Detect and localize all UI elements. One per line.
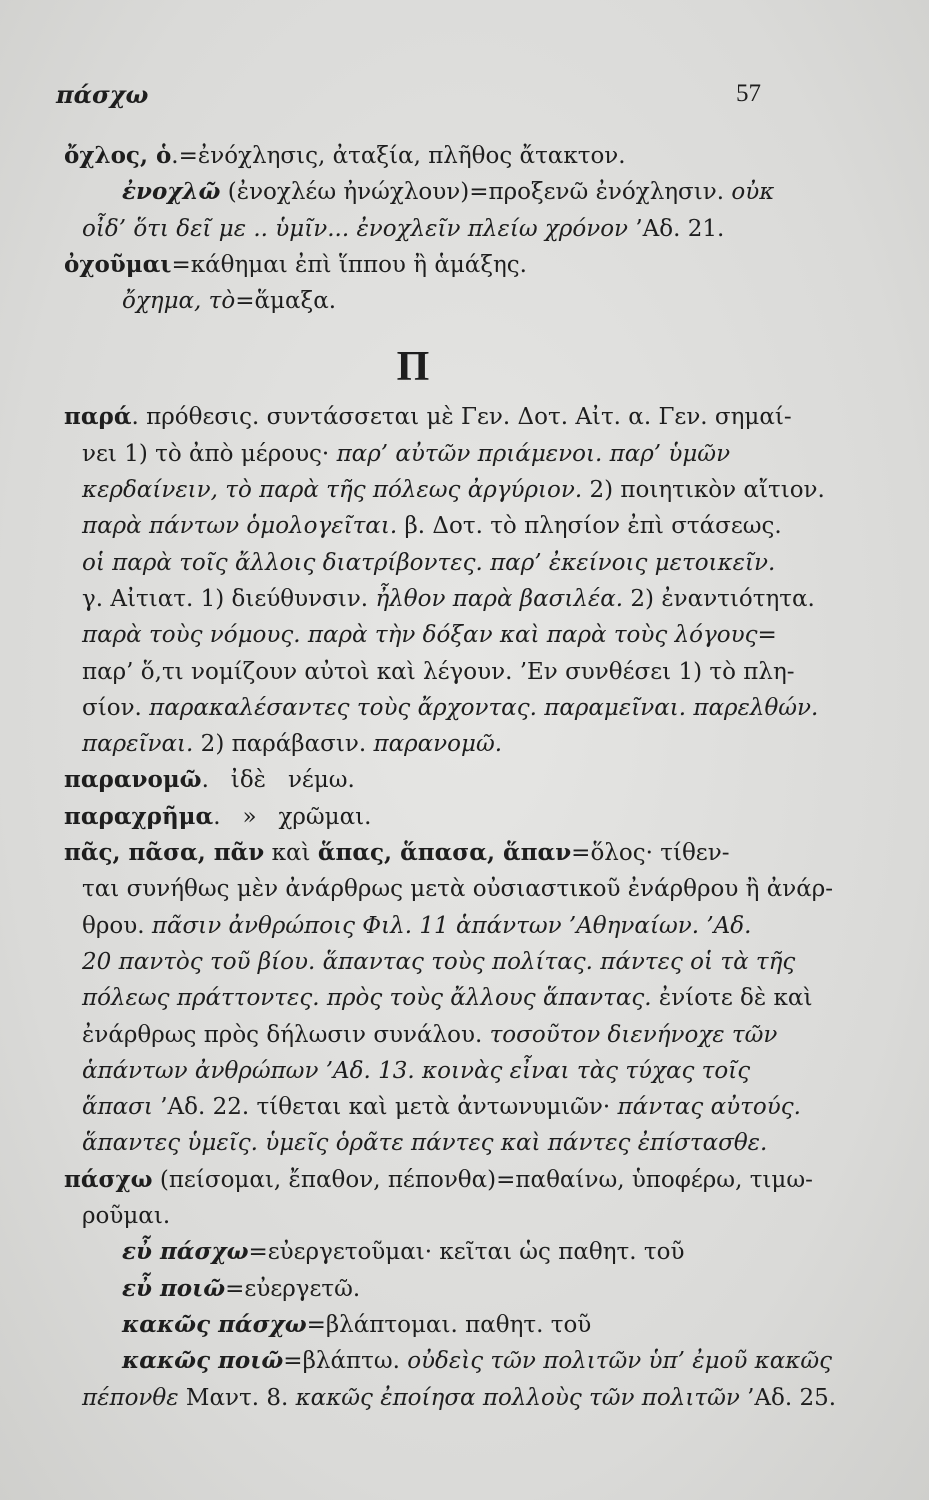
example: οἶδ’ ὅτι δεῖ με .. ὑμῖν... ἐνοχλεῖν πλείω χρόνον xyxy=(82,215,629,242)
example: 20 παντὸς τοῦ βίου. ἅπαντας τοὺς πολίτας. πάντες οἱ τὰ τῆς xyxy=(82,948,796,975)
definition: 2) ἐναντιότητα. xyxy=(623,585,815,612)
definition: νει 1) τὸ ἀπὸ μέρους· xyxy=(82,440,337,467)
definition: καὶ xyxy=(264,840,318,867)
example: οἱ παρὰ τοῖς ἄλλοις διατρίβοντες. παρ’ ἐκείνοις μετοικεῖν. xyxy=(82,549,776,576)
entry-pascho xyxy=(64,1162,813,1198)
text-line xyxy=(64,617,777,653)
definition: σίον. xyxy=(82,694,150,721)
text-line xyxy=(64,1125,768,1161)
definition: =βλάπτομαι. παθητ. τοῦ xyxy=(306,1311,592,1338)
citation: Μαντ. 8. xyxy=(178,1384,296,1411)
text-line xyxy=(64,436,764,472)
definition: =ἅμαξα. xyxy=(235,288,337,315)
definition: β. Δοτ. τὸ πλησίον ἐπὶ στάσεως. xyxy=(397,513,782,540)
example: οὐκ xyxy=(731,179,775,206)
citation: ’Αδ. 21. xyxy=(628,215,725,242)
definition: ροῦμαι. xyxy=(82,1203,171,1230)
subentry-eu-pascho xyxy=(64,1234,764,1270)
subheadword: εὖ ποιῶ xyxy=(122,1274,226,1302)
entry-paranomo xyxy=(64,762,764,798)
page-header xyxy=(56,80,761,120)
definition: ἐνάρθρως πρὸς δήλωσιν συνάλου. xyxy=(82,1021,490,1048)
example: πόλεως πράττοντες. πρὸς τοὺς ἄλλους ἅπαντας. xyxy=(82,985,652,1012)
text-line xyxy=(64,508,782,544)
subheadword: ὄχημα, τὸ xyxy=(122,288,236,315)
example: πάντας αὐτούς. xyxy=(617,1094,801,1121)
running-head: πάσχω xyxy=(56,80,149,109)
text-line xyxy=(64,690,819,726)
text-line xyxy=(64,654,795,690)
section-letter: Π xyxy=(396,344,432,391)
text-line xyxy=(64,581,815,617)
entry-para xyxy=(64,399,792,435)
example: κακῶς ἐποίησα πολλοὺς τῶν πολιτῶν xyxy=(295,1384,740,1411)
example: πέπονθε xyxy=(82,1384,179,1411)
definition: ’Αδ. 22. τίθεται καὶ μετὰ ἀντωνυμιῶν· xyxy=(152,1094,618,1121)
example: παρανομῶ. xyxy=(373,731,503,758)
text-line xyxy=(64,1017,778,1053)
subheadword: ἐνοχλῶ xyxy=(122,178,221,206)
subentry-kakos-pascho xyxy=(64,1307,764,1343)
headword: ἅπας, ἅπασα, ἅπαν xyxy=(317,839,572,867)
text-line xyxy=(64,1380,837,1416)
headword: πάσχω xyxy=(64,1165,153,1193)
headword: ὄχλος, ὁ xyxy=(64,142,172,169)
cross-reference: . ἰδὲ νέμω. xyxy=(201,767,355,794)
text-line xyxy=(64,472,825,508)
definition: =κάθημαι ἐπὶ ἵππου ἢ ἁμάξης. xyxy=(171,251,527,278)
citation: ’Αδ. 25. xyxy=(739,1384,837,1411)
example: παρεῖναι. xyxy=(82,731,194,758)
text-line xyxy=(64,908,764,944)
definition: (ἐνοχλέω ἠνώχλουν)=προξενῶ ἐνόχλησιν. xyxy=(220,179,732,206)
subheadword: κακῶς πάσχω xyxy=(122,1310,307,1338)
entry-ochlos xyxy=(64,138,764,174)
definition: =εὐεργετῶ. xyxy=(225,1275,361,1302)
headword: πᾶς, πᾶσα, πᾶν xyxy=(64,839,265,867)
text-line xyxy=(64,1053,764,1089)
definition: παρ’ ὅ,τι νομίζουν αὐτοὶ καὶ λέγουν. ’Εν συνθέσει 1) τὸ πλη- xyxy=(82,658,795,685)
definition: . πρόθεσις. συντάσσεται μὲ Γεν. Δοτ. Αἰτ. α. Γεν. σημαί- xyxy=(131,404,792,431)
definition: = xyxy=(757,622,777,649)
example: οὐδεὶς τῶν πολιτῶν ὑπ’ ἐμοῦ κακῶς xyxy=(407,1348,833,1375)
example: πᾶσιν ἀνθρώποις Φιλ. 11 ἁπάντων ’Αθηναίων. ’Αδ. xyxy=(151,912,752,939)
text-line xyxy=(64,944,796,980)
text-line xyxy=(64,871,834,907)
headword: παρά xyxy=(64,403,132,431)
page-number: 57 xyxy=(736,80,761,107)
text-line xyxy=(64,980,813,1016)
text-line xyxy=(64,1198,764,1234)
subentry-eu-poio xyxy=(64,1271,764,1307)
subentry-enochlo xyxy=(64,174,775,210)
definition: γ. Αἰτιατ. 1) διεύθυνσιν. xyxy=(82,585,376,612)
example: παρ’ αὐτῶν πριάμενοι. παρ’ ὑμῶν xyxy=(336,440,731,467)
definition: (πείσομαι, ἔπαθον, πέπονθα)=παθαίνω, ὑποφέρω, τιμω- xyxy=(152,1166,813,1193)
subentry-kakos-poio xyxy=(64,1343,833,1379)
entry-ochoumai xyxy=(64,247,764,283)
subentry-ochema xyxy=(64,283,764,319)
entry-pas xyxy=(64,835,764,871)
example: ἅπαντες ὑμεῖς. ὑμεῖς ὁρᾶτε πάντες καὶ πάντες ἐπίστασθε. xyxy=(82,1130,768,1157)
cross-reference: . » χρῶμαι. xyxy=(213,803,372,830)
example: κερδαίνειν, τὸ παρὰ τῆς πόλεως ἀργύριον. xyxy=(82,477,583,504)
definition: =εὐεργετοῦμαι· κεῖται ὡς παθητ. τοῦ xyxy=(248,1239,685,1266)
example: παρακαλέσαντες τοὺς ἄρχοντας. παραμεῖναι. παρελθών. xyxy=(149,694,819,721)
definition: =βλάπτω. xyxy=(283,1348,408,1375)
definition: =ὅλος· τίθεν- xyxy=(571,840,730,867)
headword: παρανομῶ xyxy=(64,766,202,794)
example: παρὰ πάντων ὁμολογεῖται. xyxy=(82,513,398,540)
text-line xyxy=(64,726,764,762)
headword: παραχρῆμα xyxy=(64,802,214,830)
example: παρὰ τοὺς νόμους. παρὰ τὴν δόξαν καὶ παρὰ τοὺς λόγους xyxy=(82,622,758,649)
text-line xyxy=(64,211,764,247)
subheadword: κακῶς ποιῶ xyxy=(122,1347,284,1375)
subheadword: εὖ πάσχω xyxy=(122,1238,249,1266)
text-line xyxy=(64,1089,801,1125)
entry-parachrema xyxy=(64,799,764,835)
definition: 2) παράβασιν. xyxy=(193,731,374,758)
text-line xyxy=(64,545,776,581)
example: ἁπάντων ἀνθρώπων ’Αδ. 13. κοινὰς εἶναι τὰς τύχας τοῖς xyxy=(82,1057,751,1084)
definition: θρου. xyxy=(82,912,152,939)
definition: 2) ποιητικὸν αἴτιον. xyxy=(582,477,825,504)
headword: ὀχοῦμαι xyxy=(64,250,172,278)
example: τοσοῦτον διενήνοχε τῶν xyxy=(489,1021,778,1048)
definition: ἐνίοτε δὲ καὶ xyxy=(651,985,813,1012)
example: ἅπασι xyxy=(82,1094,153,1121)
example: ἦλθον παρὰ βασιλέα. xyxy=(375,585,624,612)
page-body xyxy=(64,138,837,1416)
definition: ται συνήθως μὲν ἀνάρθρως μετὰ οὐσιαστικοῦ ἐνάρθρου ἢ ἀνάρ- xyxy=(82,876,834,903)
definition: .=ἐνόχλησις, ἀταξία, πλῆθος ἄτακτον. xyxy=(171,143,626,169)
